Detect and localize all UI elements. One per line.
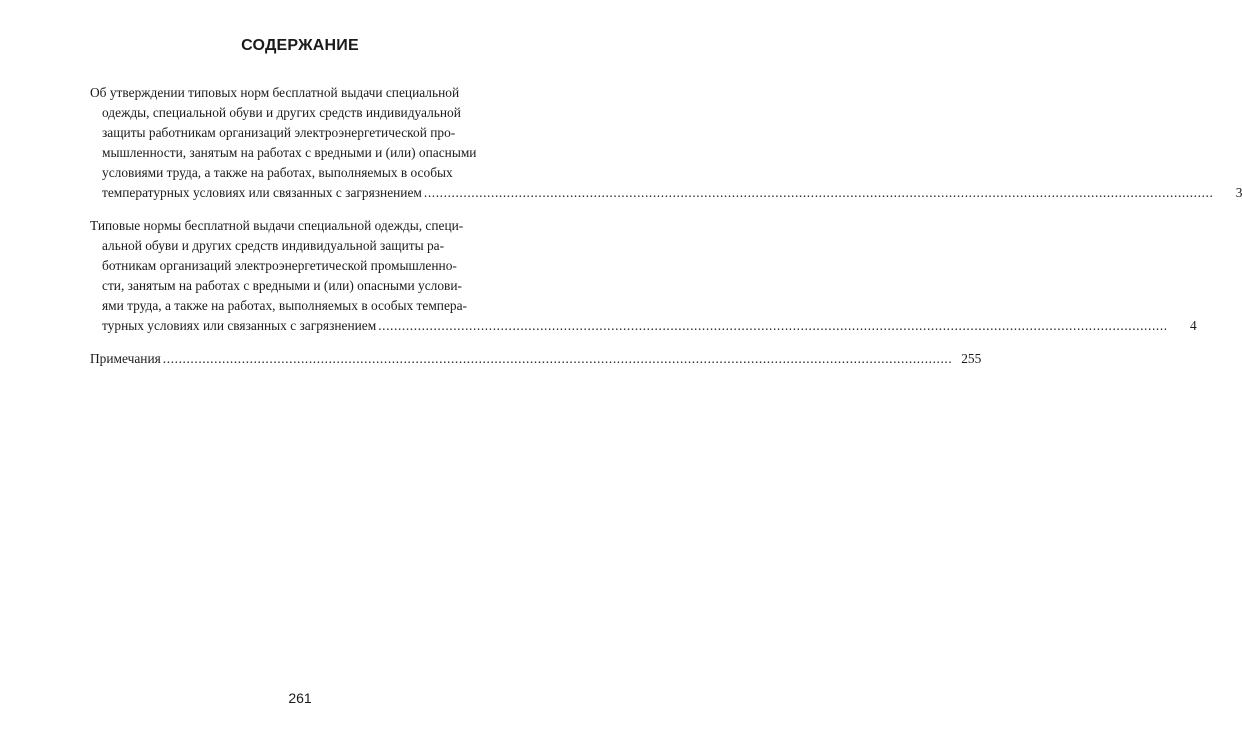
toc-entry-line: Примечания [90, 351, 161, 366]
toc-entry-2[interactable] [90, 216, 1197, 336]
table-of-contents [90, 83, 1242, 369]
toc-entry-1[interactable] [90, 83, 1242, 203]
dot-leader: ........................................................................................................................................................................................................ [162, 351, 953, 366]
toc-entry-line: условиями труда, а также на работах, выполняемых в особых [102, 165, 453, 180]
toc-entry-line: турных условиях или связанных с загрязнением [102, 318, 377, 333]
toc-page-number: 255 [961, 351, 982, 366]
toc-entry-line: температурных условиях или связанных с загрязнением [102, 185, 422, 200]
toc-page-number: 3 [1235, 185, 1242, 200]
toc-entry-line: одежды, специальной обуви и других средств индивидуальной [102, 105, 461, 120]
toc-entry-line: ботникам организаций электроэнергетической промышленно- [102, 258, 457, 273]
page-title: СОДЕРЖАНИЕ [241, 37, 359, 54]
toc-entry-line: Об утверждении типовых норм бесплатной выдачи специальной [90, 85, 460, 100]
toc-entry-line: сти, занятым на работах с вредными и (или) опасными услови- [102, 278, 463, 293]
toc-entry-last-line [90, 316, 1197, 336]
dot-leader: ........................................................................................................................................................................................................ [378, 318, 1168, 333]
toc-entry-line: ями труда, а также на работах, выполняемых в особых темпера- [102, 298, 468, 313]
toc-page-number: 4 [1190, 318, 1197, 333]
toc-entry-last-line [90, 349, 982, 369]
page-number: 261 [288, 690, 312, 706]
toc-entry-last-line [90, 183, 1242, 203]
toc-entry-3[interactable] [90, 349, 982, 369]
toc-entry-line: мышленности, занятым на работах с вредными и (или) опасными [102, 145, 477, 160]
toc-entry-line: Типовые нормы бесплатной выдачи специальной одежды, специ- [90, 218, 464, 233]
toc-entry-line: защиты работникам организаций электроэнергетической про- [102, 125, 456, 140]
toc-entry-line: альной обуви и других средств индивидуальной защиты ра- [102, 238, 445, 253]
dot-leader: ........................................................................................................................................................................................................ [423, 185, 1214, 200]
